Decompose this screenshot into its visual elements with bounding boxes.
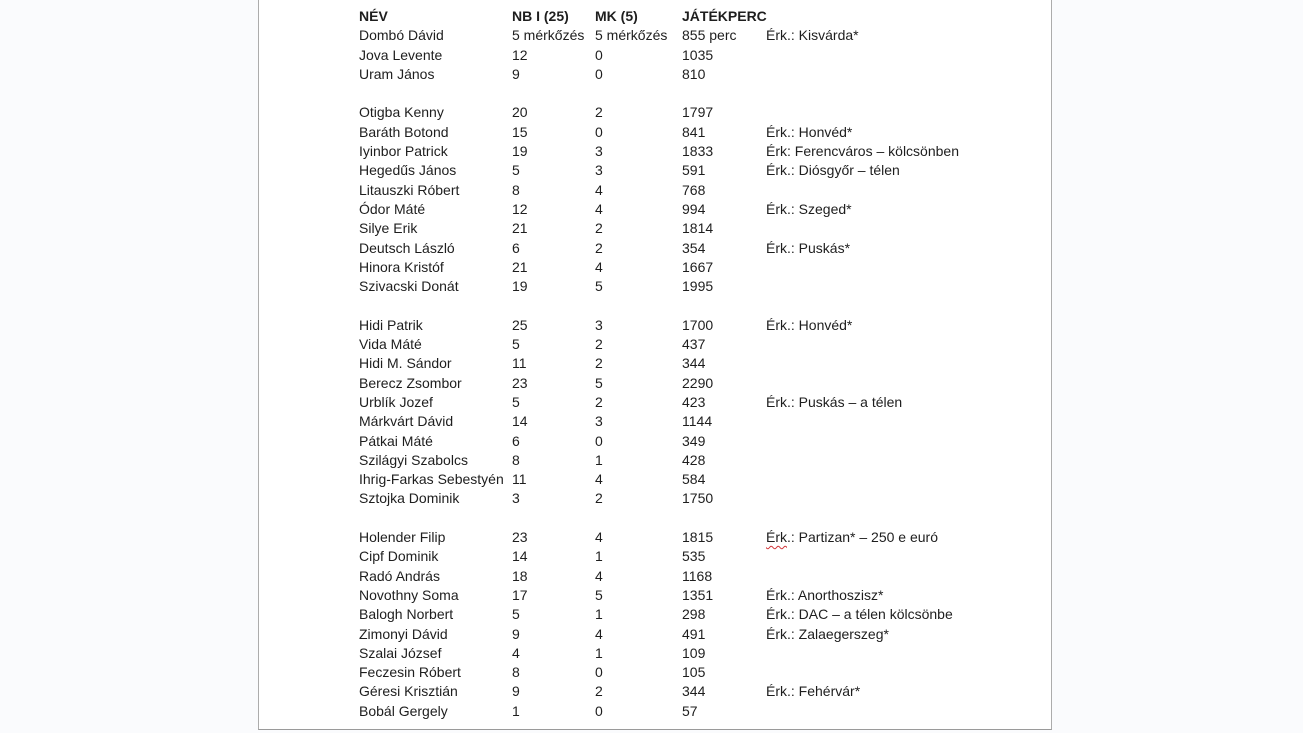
player-mk-matches: 3 [595, 316, 603, 333]
player-name: Szivacski Donát [359, 278, 459, 295]
table-row [259, 239, 1051, 258]
player-mk-matches: 2 [595, 355, 603, 372]
player-mk-matches: 3 [595, 143, 603, 160]
table-row [259, 374, 1051, 393]
table-row [259, 277, 1051, 296]
column-header-mk: MK (5) [595, 8, 638, 24]
table-row [259, 663, 1051, 682]
player-mk-matches: 1 [595, 451, 603, 468]
player-mk-matches: 5 mérkőzés [595, 27, 668, 44]
player-nb1-matches: 6 [512, 432, 520, 449]
player-mk-matches: 1 [595, 606, 603, 623]
player-minutes: 1035 [682, 46, 714, 63]
player-mk-matches: 4 [595, 181, 603, 198]
spellcheck-underlined-word: Érk [766, 529, 787, 546]
table-row [259, 702, 1051, 721]
player-name: Ihrig-Farkas Sebestyén [359, 471, 504, 488]
player-nb1-matches: 17 [512, 586, 528, 603]
player-minutes: 344 [682, 683, 706, 700]
player-nb1-matches: 21 [512, 220, 528, 237]
player-mk-matches: 4 [595, 258, 603, 275]
player-name: Ódor Máté [359, 200, 426, 217]
player-mk-matches: 5 [595, 374, 603, 391]
player-nb1-matches: 9 [512, 625, 520, 642]
player-minutes: 855 perc [682, 27, 737, 44]
table-row [259, 432, 1051, 451]
player-mk-matches: 4 [595, 625, 603, 642]
player-mk-matches: 0 [595, 664, 603, 681]
player-nb1-matches: 5 [512, 606, 520, 623]
player-nb1-matches: 6 [512, 239, 520, 256]
player-name: Hegedűs János [359, 162, 457, 179]
column-header-minutes: JÁTÉKPERC [682, 8, 767, 24]
player-nb1-matches: 5 [512, 162, 520, 179]
player-minutes: 298 [682, 606, 706, 623]
player-minutes: 841 [682, 123, 706, 140]
table-row [259, 26, 1051, 45]
table-row [259, 412, 1051, 431]
player-nb1-matches: 9 [512, 65, 520, 82]
player-mk-matches: 2 [595, 683, 603, 700]
player-minutes: 1815 [682, 529, 714, 546]
table-row [259, 625, 1051, 644]
player-arrival-note: Érk.: Zalaegerszeg* [766, 625, 889, 642]
table-row [259, 200, 1051, 219]
player-mk-matches: 4 [595, 471, 603, 488]
player-minutes: 423 [682, 393, 706, 410]
table-row [259, 335, 1051, 354]
player-minutes: 57 [682, 702, 698, 719]
table-row [259, 161, 1051, 180]
player-arrival-note: Érk.: Puskás – a télen [766, 393, 903, 410]
player-name: Bobál Gergely [359, 702, 448, 719]
player-mk-matches: 4 [595, 567, 603, 584]
player-name: Szilágyi Szabolcs [359, 451, 468, 468]
player-nb1-matches: 18 [512, 567, 528, 584]
player-nb1-matches: 15 [512, 123, 528, 140]
player-name: Berecz Zsombor [359, 374, 462, 391]
player-arrival-note: Érk.: Fehérvár* [766, 683, 861, 700]
player-minutes: 1168 [682, 567, 713, 584]
player-mk-matches: 0 [595, 702, 603, 719]
player-nb1-matches: 3 [512, 490, 520, 507]
player-nb1-matches: 8 [512, 664, 520, 681]
table-row [259, 489, 1051, 508]
player-arrival-note: Érk: Ferencváros – kölcsönben [766, 143, 959, 160]
player-nb1-matches: 23 [512, 529, 528, 546]
player-name: Hidi Patrik [359, 316, 423, 333]
player-name: Vida Máté [359, 336, 422, 353]
player-arrival-note: Érk.: Kisvárda* [766, 27, 859, 44]
player-mk-matches: 3 [595, 162, 603, 179]
player-minutes: 1833 [682, 143, 714, 160]
player-nb1-matches: 20 [512, 104, 528, 121]
table-row [259, 528, 1051, 547]
player-name: Iyinbor Patrick [359, 143, 448, 160]
player-nb1-matches: 12 [512, 200, 528, 217]
player-name: Sztojka Dominik [359, 490, 460, 507]
table-header-row [259, 7, 1051, 26]
player-nb1-matches: 8 [512, 451, 520, 468]
player-name: Cipf Dominik [359, 548, 439, 565]
player-name: Urblík Jozef [359, 393, 433, 410]
player-name: Dombó Dávid [359, 27, 444, 44]
player-nb1-matches: 14 [512, 548, 528, 565]
player-minutes: 349 [682, 432, 706, 449]
table-row [259, 219, 1051, 238]
table-row [259, 46, 1051, 65]
player-nb1-matches: 9 [512, 683, 520, 700]
player-mk-matches: 5 [595, 278, 603, 295]
table-row [259, 316, 1051, 335]
player-minutes: 768 [682, 181, 706, 198]
player-nb1-matches: 1 [512, 702, 520, 719]
player-nb1-matches: 5 mérkőzés [512, 27, 585, 44]
player-minutes: 591 [682, 162, 706, 179]
player-minutes: 428 [682, 451, 706, 468]
player-minutes: 994 [682, 200, 706, 217]
player-mk-matches: 5 [595, 586, 603, 603]
table-row [259, 142, 1051, 161]
table-row [259, 586, 1051, 605]
player-minutes: 1700 [682, 316, 714, 333]
player-name: Hidi M. Sándor [359, 355, 452, 372]
player-name: Szalai József [359, 644, 442, 661]
column-header-name: NÉV [359, 8, 388, 24]
player-minutes: 344 [682, 355, 706, 372]
player-nb1-matches: 12 [512, 46, 528, 63]
table-row [259, 644, 1051, 663]
player-mk-matches: 2 [595, 393, 603, 410]
player-mk-matches: 2 [595, 336, 603, 353]
table-row [259, 682, 1051, 701]
player-minutes: 535 [682, 548, 706, 565]
player-arrival-note: Érk.: DAC – a télen kölcsönbe [766, 606, 953, 623]
player-minutes: 354 [682, 239, 706, 256]
table-row [259, 258, 1051, 277]
player-arrival-note: Érk.: Honvéd* [766, 316, 853, 333]
player-name: Pátkai Máté [359, 432, 433, 449]
player-minutes: 2290 [682, 374, 714, 391]
table-row [259, 451, 1051, 470]
player-name: Zimonyi Dávid [359, 625, 448, 642]
player-nb1-matches: 11 [512, 471, 527, 488]
player-minutes: 1995 [682, 278, 714, 295]
document-page[interactable] [258, 0, 1052, 730]
player-mk-matches: 2 [595, 490, 603, 507]
player-name: Baráth Botond [359, 123, 449, 140]
player-mk-matches: 4 [595, 200, 603, 217]
player-arrival-note: Érk.: Diósgyőr – télen [766, 162, 900, 179]
player-name: Otigba Kenny [359, 104, 444, 121]
player-mk-matches: 2 [595, 220, 603, 237]
table-row [259, 354, 1051, 373]
player-minutes: 1351 [682, 586, 714, 603]
player-mk-matches: 1 [595, 644, 603, 661]
player-mk-matches: 4 [595, 529, 603, 546]
player-mk-matches: 0 [595, 432, 603, 449]
player-nb1-matches: 25 [512, 316, 528, 333]
player-arrival-note: Érk.: Szeged* [766, 200, 852, 217]
player-minutes: 1144 [682, 413, 713, 430]
player-mk-matches: 2 [595, 239, 603, 256]
table-row [259, 470, 1051, 489]
blank-spacer-row [259, 296, 1051, 315]
player-name: Géresi Krisztián [359, 683, 458, 700]
player-name: Hinora Kristóf [359, 258, 444, 275]
blank-spacer-row [259, 84, 1051, 103]
player-minutes: 437 [682, 336, 706, 353]
player-nb1-matches: 8 [512, 181, 520, 198]
player-nb1-matches: 21 [512, 258, 528, 275]
player-minutes: 105 [682, 664, 706, 681]
player-mk-matches: 2 [595, 104, 603, 121]
player-nb1-matches: 11 [512, 355, 527, 372]
player-mk-matches: 3 [595, 413, 603, 430]
player-minutes: 491 [682, 625, 706, 642]
player-minutes: 109 [682, 644, 706, 661]
table-row [259, 605, 1051, 624]
player-name: Balogh Norbert [359, 606, 454, 623]
player-name: Jova Levente [359, 46, 443, 63]
player-minutes: 584 [682, 471, 706, 488]
player-mk-matches: 0 [595, 65, 603, 82]
player-arrival-note: Érk.: Anorthoszisz* [766, 586, 884, 603]
player-nb1-matches: 5 [512, 336, 520, 353]
player-arrival-note: Érk.: Partizan* – 250 e euró [766, 529, 938, 546]
player-nb1-matches: 19 [512, 143, 528, 160]
table-row [259, 65, 1051, 84]
player-mk-matches: 1 [595, 548, 603, 565]
player-nb1-matches: 5 [512, 393, 520, 410]
table-row [259, 547, 1051, 566]
player-stats-table [259, 7, 1051, 721]
player-name: Márkvárt Dávid [359, 413, 454, 430]
player-minutes: 1797 [682, 104, 714, 121]
player-nb1-matches: 14 [512, 413, 528, 430]
player-name: Deutsch László [359, 239, 455, 256]
player-minutes: 1814 [682, 220, 714, 237]
player-nb1-matches: 23 [512, 374, 528, 391]
column-header-nb1: NB I (25) [512, 8, 569, 24]
table-row [259, 393, 1051, 412]
table-row [259, 567, 1051, 586]
table-row [259, 123, 1051, 142]
player-name: Uram János [359, 65, 435, 82]
player-minutes: 1667 [682, 258, 714, 275]
player-name: Litauszki Róbert [359, 181, 460, 198]
player-mk-matches: 0 [595, 123, 603, 140]
player-name: Feczesin Róbert [359, 664, 461, 681]
player-name: Novothny Soma [359, 586, 459, 603]
player-nb1-matches: 19 [512, 278, 528, 295]
player-arrival-note: Érk.: Honvéd* [766, 123, 853, 140]
player-name: Radó András [359, 567, 440, 584]
player-mk-matches: 0 [595, 46, 603, 63]
table-row [259, 181, 1051, 200]
player-name: Silye Erik [359, 220, 418, 237]
table-row [259, 103, 1051, 122]
player-arrival-note: Érk.: Puskás* [766, 239, 851, 256]
player-name: Holender Filip [359, 529, 446, 546]
player-minutes: 810 [682, 65, 706, 82]
blank-spacer-row [259, 509, 1051, 528]
player-minutes: 1750 [682, 490, 714, 507]
player-nb1-matches: 4 [512, 644, 520, 661]
